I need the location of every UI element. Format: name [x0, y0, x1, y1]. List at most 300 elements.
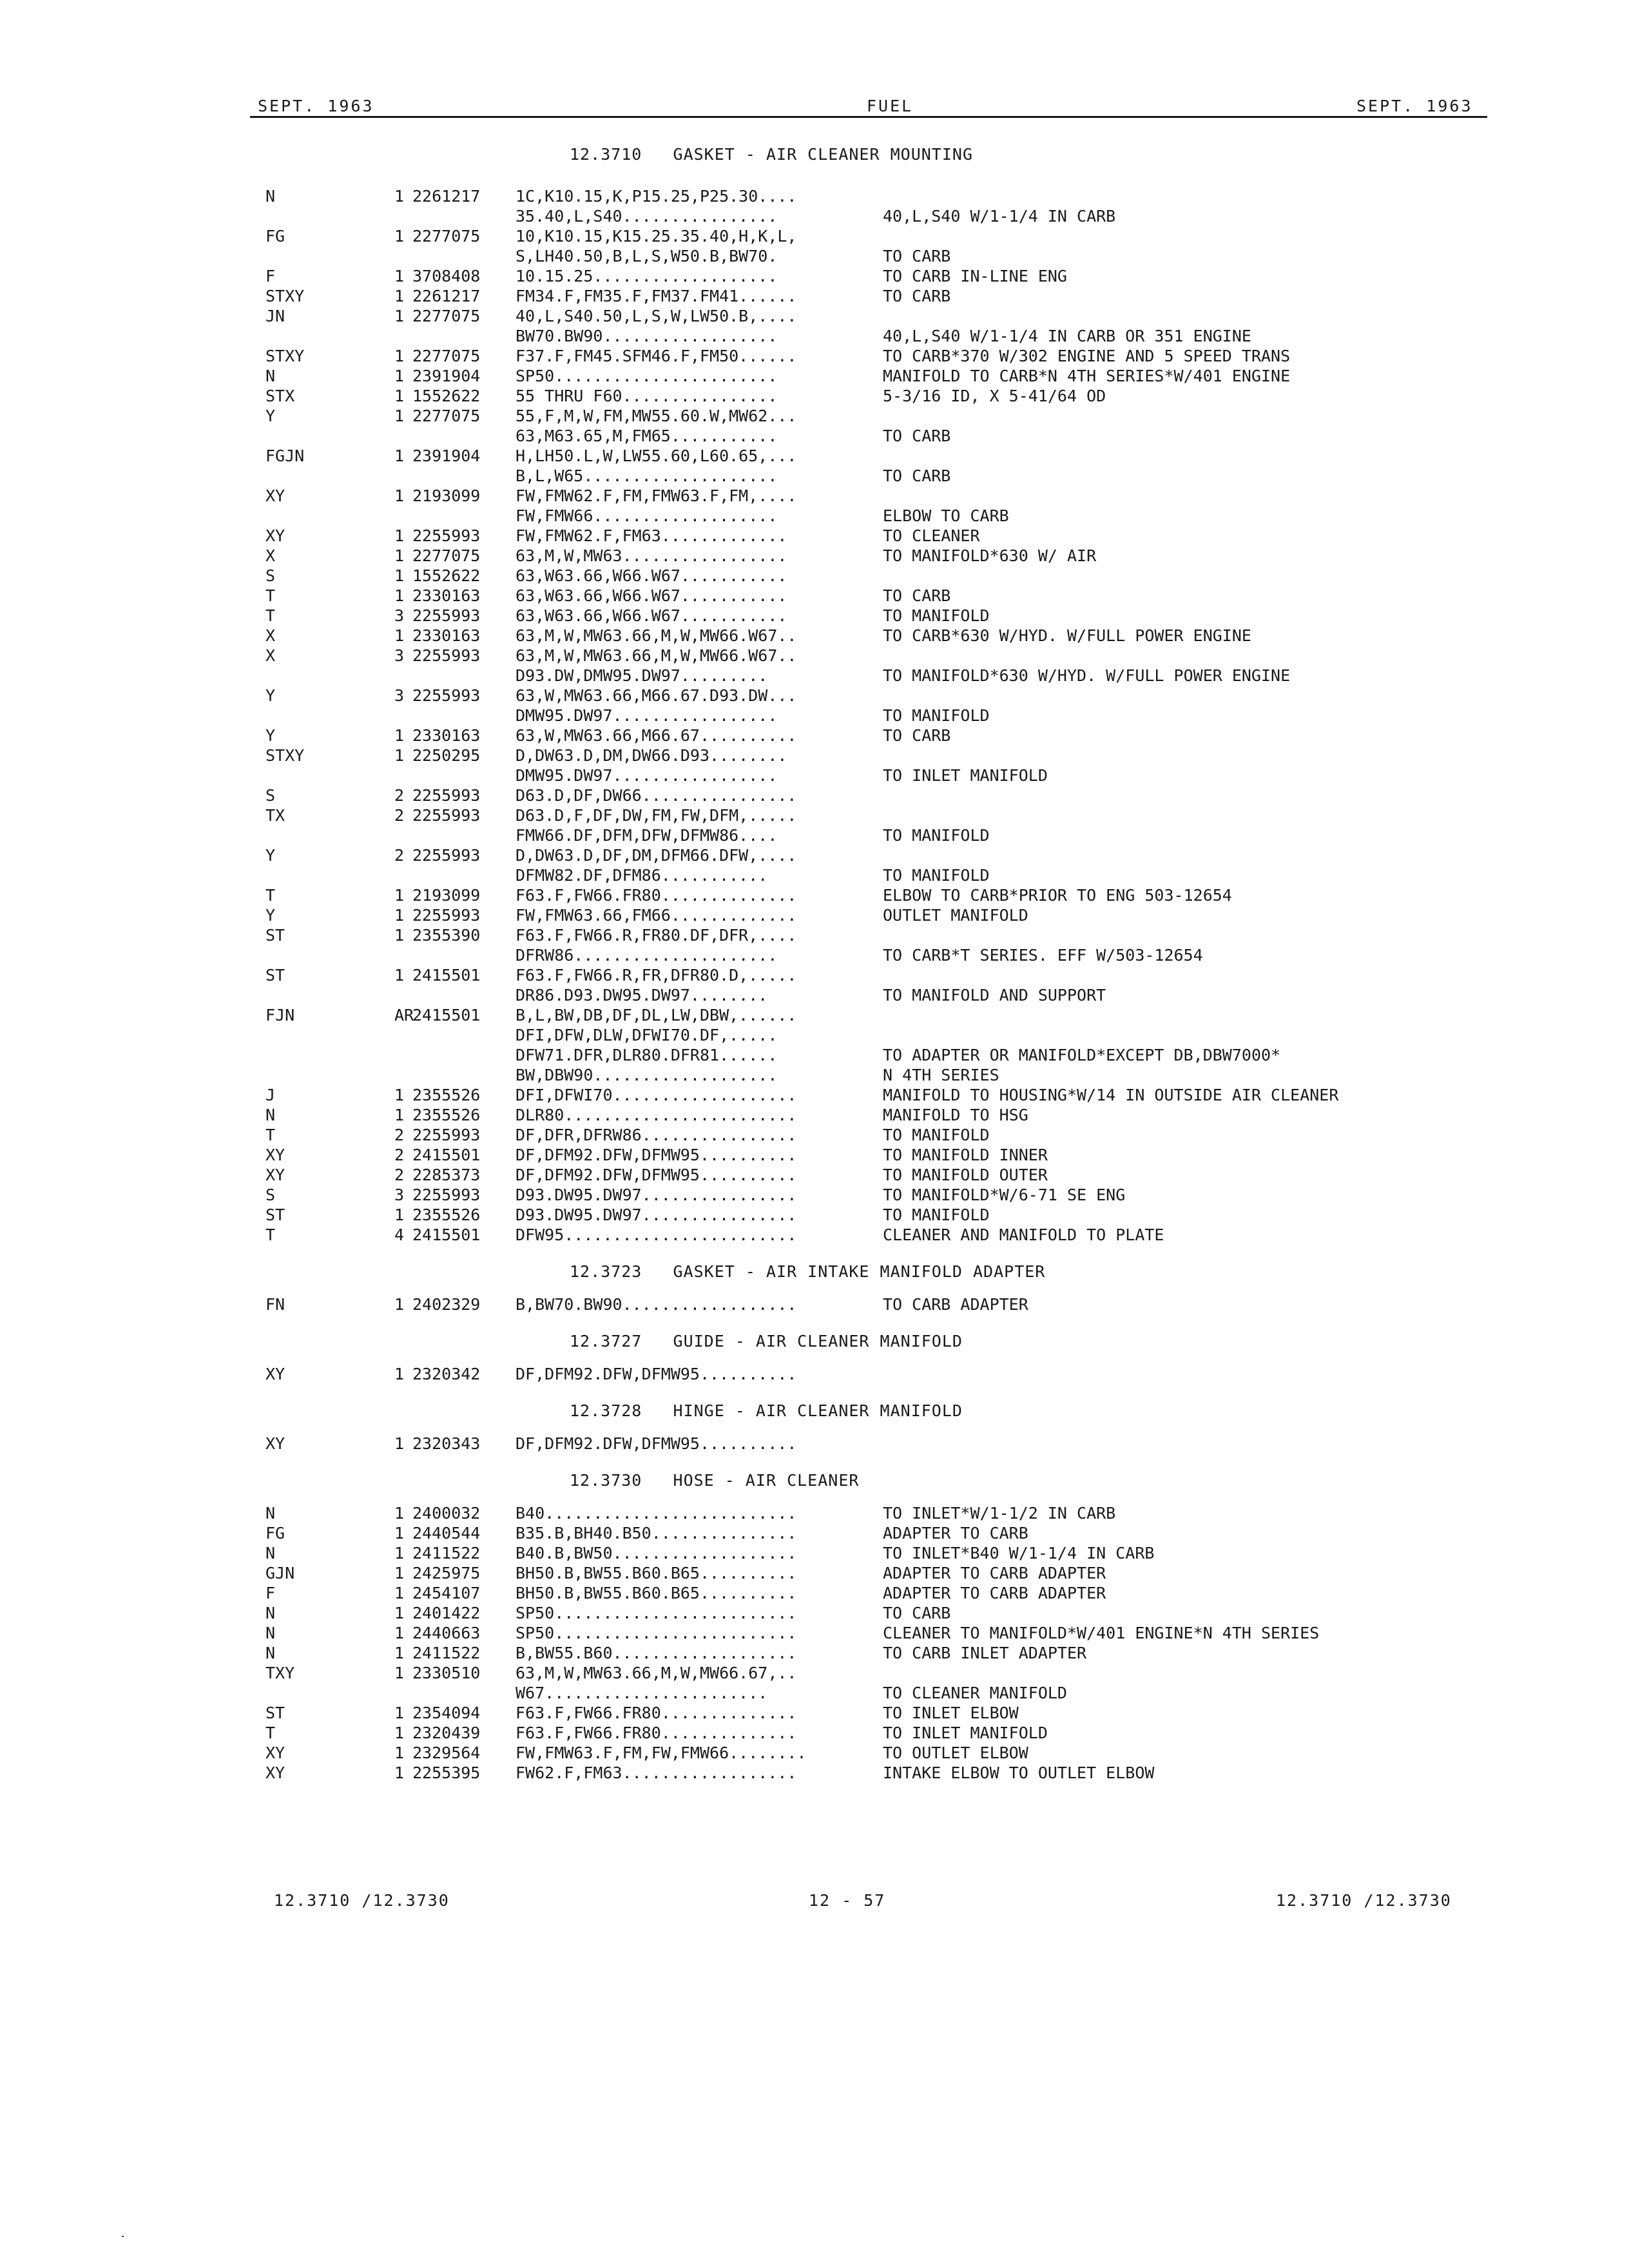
series-code: T	[265, 1225, 276, 1244]
part-row	[0, 1603, 1629, 1623]
part-number: 2400032	[412, 1504, 481, 1523]
series-code: ST	[265, 926, 285, 945]
model-applicability: D,DW63.D,DF,DM,DFM66.DFW,....	[516, 846, 797, 865]
part-row	[0, 526, 1629, 546]
model-applicability: DFMW82.DF,DFM86...........	[516, 866, 768, 885]
part-row	[0, 1105, 1629, 1125]
quantity: 1	[394, 966, 405, 985]
part-number: 2440663	[412, 1624, 481, 1642]
series-code: ST	[265, 1704, 285, 1722]
part-row-continuation	[0, 985, 1629, 1005]
quantity: 1	[394, 886, 405, 905]
part-row	[0, 626, 1629, 646]
part-number: 1552622	[412, 387, 481, 405]
part-number: 2425975	[412, 1564, 481, 1582]
part-number: 2391904	[412, 447, 481, 465]
usage-note: INTAKE ELBOW TO OUTLET ELBOW	[883, 1763, 1155, 1782]
usage-note: TO MANIFOLD	[883, 606, 990, 625]
part-number: 2255993	[412, 1186, 481, 1204]
part-row	[0, 805, 1629, 825]
series-code: JN	[265, 307, 285, 325]
part-number: 2330510	[412, 1664, 481, 1682]
series-code: J	[265, 1086, 276, 1104]
part-row	[0, 1523, 1629, 1543]
quantity: 1	[394, 367, 405, 385]
model-applicability: D93.DW95.DW97................	[516, 1186, 797, 1204]
usage-note: TO CARB	[883, 427, 951, 445]
part-row	[0, 266, 1629, 286]
model-applicability: BH50.B,BW55.B60.B65..........	[516, 1564, 797, 1582]
part-row-continuation	[0, 466, 1629, 486]
spacer	[0, 1314, 1629, 1331]
usage-note: TO CARB INLET ADAPTER	[883, 1644, 1087, 1662]
usage-note: TO MANIFOLD	[883, 826, 990, 845]
section-heading	[0, 144, 1629, 164]
spacer	[0, 1454, 1629, 1470]
model-applicability: D93.DW95.DW97................	[516, 1206, 797, 1224]
part-row	[0, 885, 1629, 905]
part-row-continuation	[0, 1065, 1629, 1085]
part-row	[0, 845, 1629, 865]
series-code: FGJN	[265, 447, 305, 465]
model-applicability: F63.F,FW66.FR80..............	[516, 886, 797, 905]
quantity: 1	[394, 1763, 405, 1782]
part-row-continuation	[0, 1683, 1629, 1703]
usage-note: TO ADAPTER OR MANIFOLD*EXCEPT DB,DBW7000*	[883, 1046, 1281, 1064]
quantity: 1	[394, 307, 405, 325]
quantity: 1	[394, 1295, 405, 1314]
part-row	[0, 566, 1629, 586]
model-applicability: F63.F,FW66.FR80..............	[516, 1704, 797, 1722]
quantity: 1	[394, 387, 405, 405]
series-code: FN	[265, 1295, 285, 1314]
series-code: X	[265, 546, 276, 565]
usage-note: 40,L,S40 W/1-1/4 IN CARB OR 351 ENGINE	[883, 327, 1251, 345]
part-row	[0, 486, 1629, 506]
section-heading	[0, 1331, 1629, 1351]
model-applicability: 63,M,W,MW63.66,M,W,MW66.W67..	[516, 646, 797, 665]
quantity: 1	[394, 1584, 405, 1602]
section-heading	[0, 1470, 1629, 1490]
series-code: TXY	[265, 1664, 295, 1682]
usage-note: TO MANIFOLD	[883, 1126, 990, 1144]
usage-note: TO MANIFOLD	[883, 1206, 990, 1224]
quantity: 4	[394, 1225, 405, 1244]
series-code: N	[265, 367, 276, 385]
quantity: 1	[394, 1524, 405, 1542]
model-applicability: DMW95.DW97.................	[516, 706, 778, 725]
model-applicability: SP50.........................	[516, 1604, 797, 1622]
quantity: 2	[394, 786, 405, 805]
model-applicability: FW,FMW63.F,FM,FW,FMW66........	[516, 1744, 807, 1762]
quantity: 1	[394, 546, 405, 565]
quantity: 1	[394, 187, 405, 206]
usage-note: TO MANIFOLD INNER	[883, 1146, 1048, 1164]
series-code: GJN	[265, 1564, 295, 1582]
series-code: S	[265, 566, 276, 585]
usage-note: TO CARB	[883, 287, 951, 305]
series-code: X	[265, 646, 276, 665]
part-row	[0, 1543, 1629, 1563]
part-row	[0, 546, 1629, 566]
model-applicability: 63,W,MW63.66,M66.67..........	[516, 726, 797, 745]
part-number: 2261217	[412, 287, 481, 305]
model-applicability: D,DW63.D,DM,DW66.D93........	[516, 746, 787, 765]
usage-note: OUTLET MANIFOLD	[883, 906, 1028, 925]
quantity: 1	[394, 1504, 405, 1523]
model-applicability: F63.F,FW66.R,FR80.DF,DFR,....	[516, 926, 797, 945]
part-number: 2329564	[412, 1744, 481, 1762]
quantity: 1	[394, 347, 405, 365]
part-number: 2255993	[412, 646, 481, 665]
series-code: N	[265, 187, 276, 206]
usage-note: TO CLEANER MANIFOLD	[883, 1684, 1067, 1702]
model-applicability: DF,DFR,DFRW86................	[516, 1126, 797, 1144]
series-code: F	[265, 267, 276, 285]
model-applicability: S,LH40.50,B,L,S,W50.B,BW70.	[516, 247, 778, 265]
part-row	[0, 1703, 1629, 1723]
part-row	[0, 785, 1629, 805]
part-row	[0, 646, 1629, 666]
quantity: 1	[394, 726, 405, 745]
model-applicability: DF,DFM92.DFW,DFMW95..........	[516, 1365, 797, 1383]
usage-note: TO CLEANER	[883, 526, 980, 545]
series-code: Y	[265, 846, 276, 865]
quantity: 3	[394, 606, 405, 625]
usage-note: MANIFOLD TO HOUSING*W/14 IN OUTSIDE AIR CLEANER	[883, 1086, 1339, 1104]
quantity: 1	[394, 626, 405, 645]
usage-note: CLEANER AND MANIFOLD TO PLATE	[883, 1225, 1164, 1244]
model-applicability: H,LH50.L,W,LW55.60,L60.65,...	[516, 447, 797, 465]
model-applicability: 63,M,W,MW63.66,M,W,MW66.67,..	[516, 1664, 797, 1682]
series-code: XY	[265, 1166, 285, 1184]
part-number: 2255395	[412, 1763, 481, 1782]
part-number: 2415501	[412, 1146, 481, 1164]
series-code: XY	[265, 526, 285, 545]
part-row	[0, 1583, 1629, 1603]
quantity: 3	[394, 1186, 405, 1204]
part-number: 2255993	[412, 686, 481, 705]
part-number: 2391904	[412, 367, 481, 385]
model-applicability: DFI,DFWI70...................	[516, 1086, 797, 1104]
spacer	[0, 1490, 1629, 1503]
usage-note: TO INLET*B40 W/1-1/4 IN CARB	[883, 1544, 1155, 1562]
usage-note: ADAPTER TO CARB ADAPTER	[883, 1564, 1106, 1582]
section-heading	[0, 1262, 1629, 1282]
model-applicability: DLR80........................	[516, 1106, 797, 1124]
part-number: 2255993	[412, 806, 481, 825]
part-row	[0, 1623, 1629, 1643]
part-number: 2411522	[412, 1644, 481, 1662]
part-row	[0, 1145, 1629, 1165]
header-date-left: SEPT. 1963	[258, 97, 374, 115]
section-title: 12.3727 GUIDE - AIR CLEANER MANIFOLD	[570, 1332, 963, 1350]
model-applicability: 10,K10.15,K15.25.35.40,H,K,L,	[516, 227, 797, 245]
quantity: 1	[394, 287, 405, 305]
part-row	[0, 286, 1629, 306]
usage-note: ADAPTER TO CARB ADAPTER	[883, 1584, 1106, 1602]
part-number: 2277075	[412, 227, 481, 245]
part-row-continuation	[0, 426, 1629, 446]
series-code: S	[265, 1186, 276, 1204]
model-applicability: FW,FMW62.F,FM,FMW63.F,FM,....	[516, 486, 797, 505]
series-code: XY	[265, 486, 285, 505]
model-applicability: SP50.......................	[516, 367, 778, 385]
series-code: XY	[265, 1146, 285, 1164]
model-applicability: B35.B,BH40.B50...............	[516, 1524, 797, 1542]
quantity: 3	[394, 686, 405, 705]
part-number: 2193099	[412, 886, 481, 905]
spacer	[0, 1245, 1629, 1262]
quantity: AR	[394, 1006, 414, 1024]
usage-note: TO CARB ADAPTER	[883, 1295, 1028, 1314]
part-row-continuation	[0, 1025, 1629, 1045]
part-number: 2354094	[412, 1704, 481, 1722]
model-applicability: 63,W63.66,W66.W67...........	[516, 606, 787, 625]
usage-note: TO MANIFOLD	[883, 866, 990, 885]
part-number: 2320343	[412, 1434, 481, 1453]
part-row	[0, 1005, 1629, 1025]
series-code: Y	[265, 686, 276, 705]
part-row	[0, 745, 1629, 765]
part-row	[0, 606, 1629, 626]
part-row-continuation	[0, 666, 1629, 686]
model-applicability: 55,F,M,W,FM,MW55.60.W,MW62...	[516, 407, 797, 425]
part-number: 2250295	[412, 746, 481, 765]
part-row	[0, 186, 1629, 206]
part-row	[0, 686, 1629, 706]
model-applicability: DFRW86.....................	[516, 946, 778, 965]
part-row	[0, 1165, 1629, 1185]
series-code: N	[265, 1624, 276, 1642]
part-row-continuation	[0, 1045, 1629, 1065]
series-code: N	[265, 1644, 276, 1662]
model-applicability: DFW95........................	[516, 1225, 797, 1244]
series-code: X	[265, 626, 276, 645]
footer-range-left: 12.3710 /12.3730	[274, 1891, 450, 1910]
usage-note: TO MANIFOLD AND SUPPORT	[883, 986, 1106, 1004]
series-code: Y	[265, 407, 276, 425]
quantity: 1	[394, 1206, 405, 1224]
part-number: 3708408	[412, 267, 481, 285]
part-number: 2454107	[412, 1584, 481, 1602]
model-applicability: BW70.BW90..................	[516, 327, 778, 345]
model-applicability: DF,DFM92.DFW,DFMW95..........	[516, 1434, 797, 1453]
series-code: N	[265, 1106, 276, 1124]
model-applicability: BW,DBW90...................	[516, 1066, 778, 1084]
model-applicability: F63.F,FW66.R,FR,DFR80.D,.....	[516, 966, 797, 985]
section-title: 12.3710 GASKET - AIR CLEANER MOUNTING	[570, 145, 973, 164]
model-applicability: FM34.F,FM35.F,FM37.FM41......	[516, 287, 797, 305]
usage-note: MANIFOLD TO CARB*N 4TH SERIES*W/401 ENGINE	[883, 367, 1291, 385]
quantity: 1	[394, 586, 405, 605]
usage-note: TO INLET MANIFOLD	[883, 766, 1048, 785]
part-row	[0, 1434, 1629, 1454]
series-code: ST	[265, 966, 285, 985]
model-applicability: 1C,K10.15,K,P15.25,P25.30....	[516, 187, 797, 206]
part-row	[0, 965, 1629, 985]
series-code: S	[265, 786, 276, 805]
model-applicability: F37.F,FM45.SFM46.F,FM50......	[516, 347, 797, 365]
usage-note: TO MANIFOLD OUTER	[883, 1166, 1048, 1184]
model-applicability: B,BW55.B60...................	[516, 1644, 797, 1662]
part-row	[0, 1643, 1629, 1663]
model-applicability: D93.DW,DMW95.DW97.........	[516, 666, 768, 685]
quantity: 2	[394, 1126, 405, 1144]
model-applicability: FW,FMW62.F,FM63.............	[516, 526, 787, 545]
model-applicability: B,L,BW,DB,DF,DL,LW,DBW,......	[516, 1006, 797, 1024]
usage-note: 40,L,S40 W/1-1/4 IN CARB	[883, 207, 1116, 226]
part-row	[0, 1085, 1629, 1105]
part-row	[0, 1723, 1629, 1743]
model-applicability: 40,L,S40.50,L,S,W,LW50.B,....	[516, 307, 797, 325]
usage-note: TO CARB	[883, 466, 951, 485]
series-code: N	[265, 1604, 276, 1622]
quantity: 2	[394, 846, 405, 865]
series-code: XY	[265, 1434, 285, 1453]
quantity: 1	[394, 1106, 405, 1124]
quantity: 1	[394, 447, 405, 465]
model-applicability: FMW66.DF,DFM,DFW,DFMW86....	[516, 826, 778, 845]
series-code: TX	[265, 806, 285, 825]
series-code: FG	[265, 1524, 285, 1542]
part-row	[0, 1294, 1629, 1314]
usage-note: TO CARB*370 W/302 ENGINE AND 5 SPEED TRANS	[883, 347, 1291, 365]
series-code: Y	[265, 906, 276, 925]
part-number: 2411522	[412, 1544, 481, 1562]
series-code: N	[265, 1504, 276, 1523]
model-applicability: 63,M,W,MW63.66,M,W,MW66.W67..	[516, 626, 797, 645]
part-row	[0, 406, 1629, 426]
part-row	[0, 1663, 1629, 1683]
part-row	[0, 1563, 1629, 1583]
part-number: 2355390	[412, 926, 481, 945]
quantity: 2	[394, 806, 405, 825]
part-row-continuation	[0, 246, 1629, 266]
spacer	[0, 1421, 1629, 1434]
quantity: 1	[394, 1624, 405, 1642]
usage-note: 5-3/16 ID, X 5-41/64 OD	[883, 387, 1106, 405]
part-number: 2440544	[412, 1524, 481, 1542]
part-number: 2277075	[412, 347, 481, 365]
part-number: 2193099	[412, 486, 481, 505]
part-row-continuation	[0, 765, 1629, 785]
part-row-continuation	[0, 865, 1629, 885]
part-row-continuation	[0, 706, 1629, 726]
series-code: T	[265, 1126, 276, 1144]
part-row	[0, 1185, 1629, 1205]
usage-note: TO CARB	[883, 726, 951, 745]
section-heading	[0, 1401, 1629, 1421]
quantity: 1	[394, 1365, 405, 1383]
model-applicability: 63,W,MW63.66,M66.67.D93.DW...	[516, 686, 797, 705]
quantity: 1	[394, 1704, 405, 1722]
part-number: 2355526	[412, 1206, 481, 1224]
part-number: 2402329	[412, 1295, 481, 1314]
page-number: 12 - 57	[809, 1891, 886, 1910]
part-row	[0, 386, 1629, 406]
model-applicability: FW,FMW66...................	[516, 506, 778, 525]
series-code: FG	[265, 227, 285, 245]
usage-note: TO CARB	[883, 1604, 951, 1622]
model-applicability: B,L,W65....................	[516, 466, 778, 485]
usage-note: TO OUTLET ELBOW	[883, 1744, 1028, 1762]
part-number: 2320439	[412, 1724, 481, 1742]
series-code: T	[265, 1724, 276, 1742]
footer-range-right: 12.3710 /12.3730	[1276, 1891, 1452, 1910]
part-number: 2285373	[412, 1166, 481, 1184]
series-code: STXY	[265, 746, 305, 765]
part-row-continuation	[0, 206, 1629, 226]
parts-list	[0, 144, 1629, 1783]
series-code: STXY	[265, 347, 305, 365]
quantity: 1	[394, 1724, 405, 1742]
model-applicability: DF,DFM92.DFW,DFMW95..........	[516, 1166, 797, 1184]
model-applicability: 63,W63.66,W66.W67...........	[516, 566, 787, 585]
part-number: 2255993	[412, 846, 481, 865]
quantity: 1	[394, 486, 405, 505]
quantity: 1	[394, 526, 405, 545]
quantity: 1	[394, 227, 405, 245]
header-rule	[250, 116, 1487, 118]
usage-note: TO MANIFOLD	[883, 706, 990, 725]
usage-note: TO CARB	[883, 586, 951, 605]
part-number: 2255993	[412, 786, 481, 805]
usage-note: TO INLET MANIFOLD	[883, 1724, 1048, 1742]
series-code: ST	[265, 1206, 285, 1224]
part-row	[0, 1125, 1629, 1145]
usage-note: N 4TH SERIES	[883, 1066, 999, 1084]
spacer	[0, 1282, 1629, 1294]
model-applicability: B40..........................	[516, 1504, 797, 1523]
part-number: 2277075	[412, 546, 481, 565]
quantity: 1	[394, 566, 405, 585]
part-number: 2330163	[412, 726, 481, 745]
model-applicability: B,BW70.BW90..................	[516, 1295, 797, 1314]
quantity: 1	[394, 1664, 405, 1682]
quantity: 1	[394, 267, 405, 285]
usage-note: TO CARB IN-LINE ENG	[883, 267, 1067, 285]
model-applicability: 63,M,W,MW63.................	[516, 546, 787, 565]
part-number: 2415501	[412, 1006, 481, 1024]
quantity: 1	[394, 1604, 405, 1622]
model-applicability: D63.D,DF,DW66................	[516, 786, 797, 805]
model-applicability: DMW95.DW97.................	[516, 766, 778, 785]
part-number: 2277075	[412, 407, 481, 425]
usage-note: ELBOW TO CARB	[883, 506, 1009, 525]
spacer	[0, 164, 1629, 186]
part-row-continuation	[0, 945, 1629, 965]
series-code: STX	[265, 387, 295, 405]
part-number: 2320342	[412, 1365, 481, 1383]
part-row	[0, 366, 1629, 386]
part-number: 2255993	[412, 906, 481, 925]
model-applicability: 10.15.25...................	[516, 267, 778, 285]
part-number: 2401422	[412, 1604, 481, 1622]
quantity: 1	[394, 746, 405, 765]
series-code: T	[265, 886, 276, 905]
part-row-continuation	[0, 326, 1629, 346]
model-applicability: 35.40,L,S40................	[516, 207, 778, 226]
quantity: 2	[394, 1146, 405, 1164]
quantity: 1	[394, 1744, 405, 1762]
part-row	[0, 226, 1629, 246]
series-code: N	[265, 1544, 276, 1562]
part-number: 2415501	[412, 966, 481, 985]
header-date-right: SEPT. 1963	[1356, 97, 1473, 115]
part-number: 2255993	[412, 1126, 481, 1144]
section-title: 12.3728 HINGE - AIR CLEANER MANIFOLD	[570, 1401, 963, 1420]
